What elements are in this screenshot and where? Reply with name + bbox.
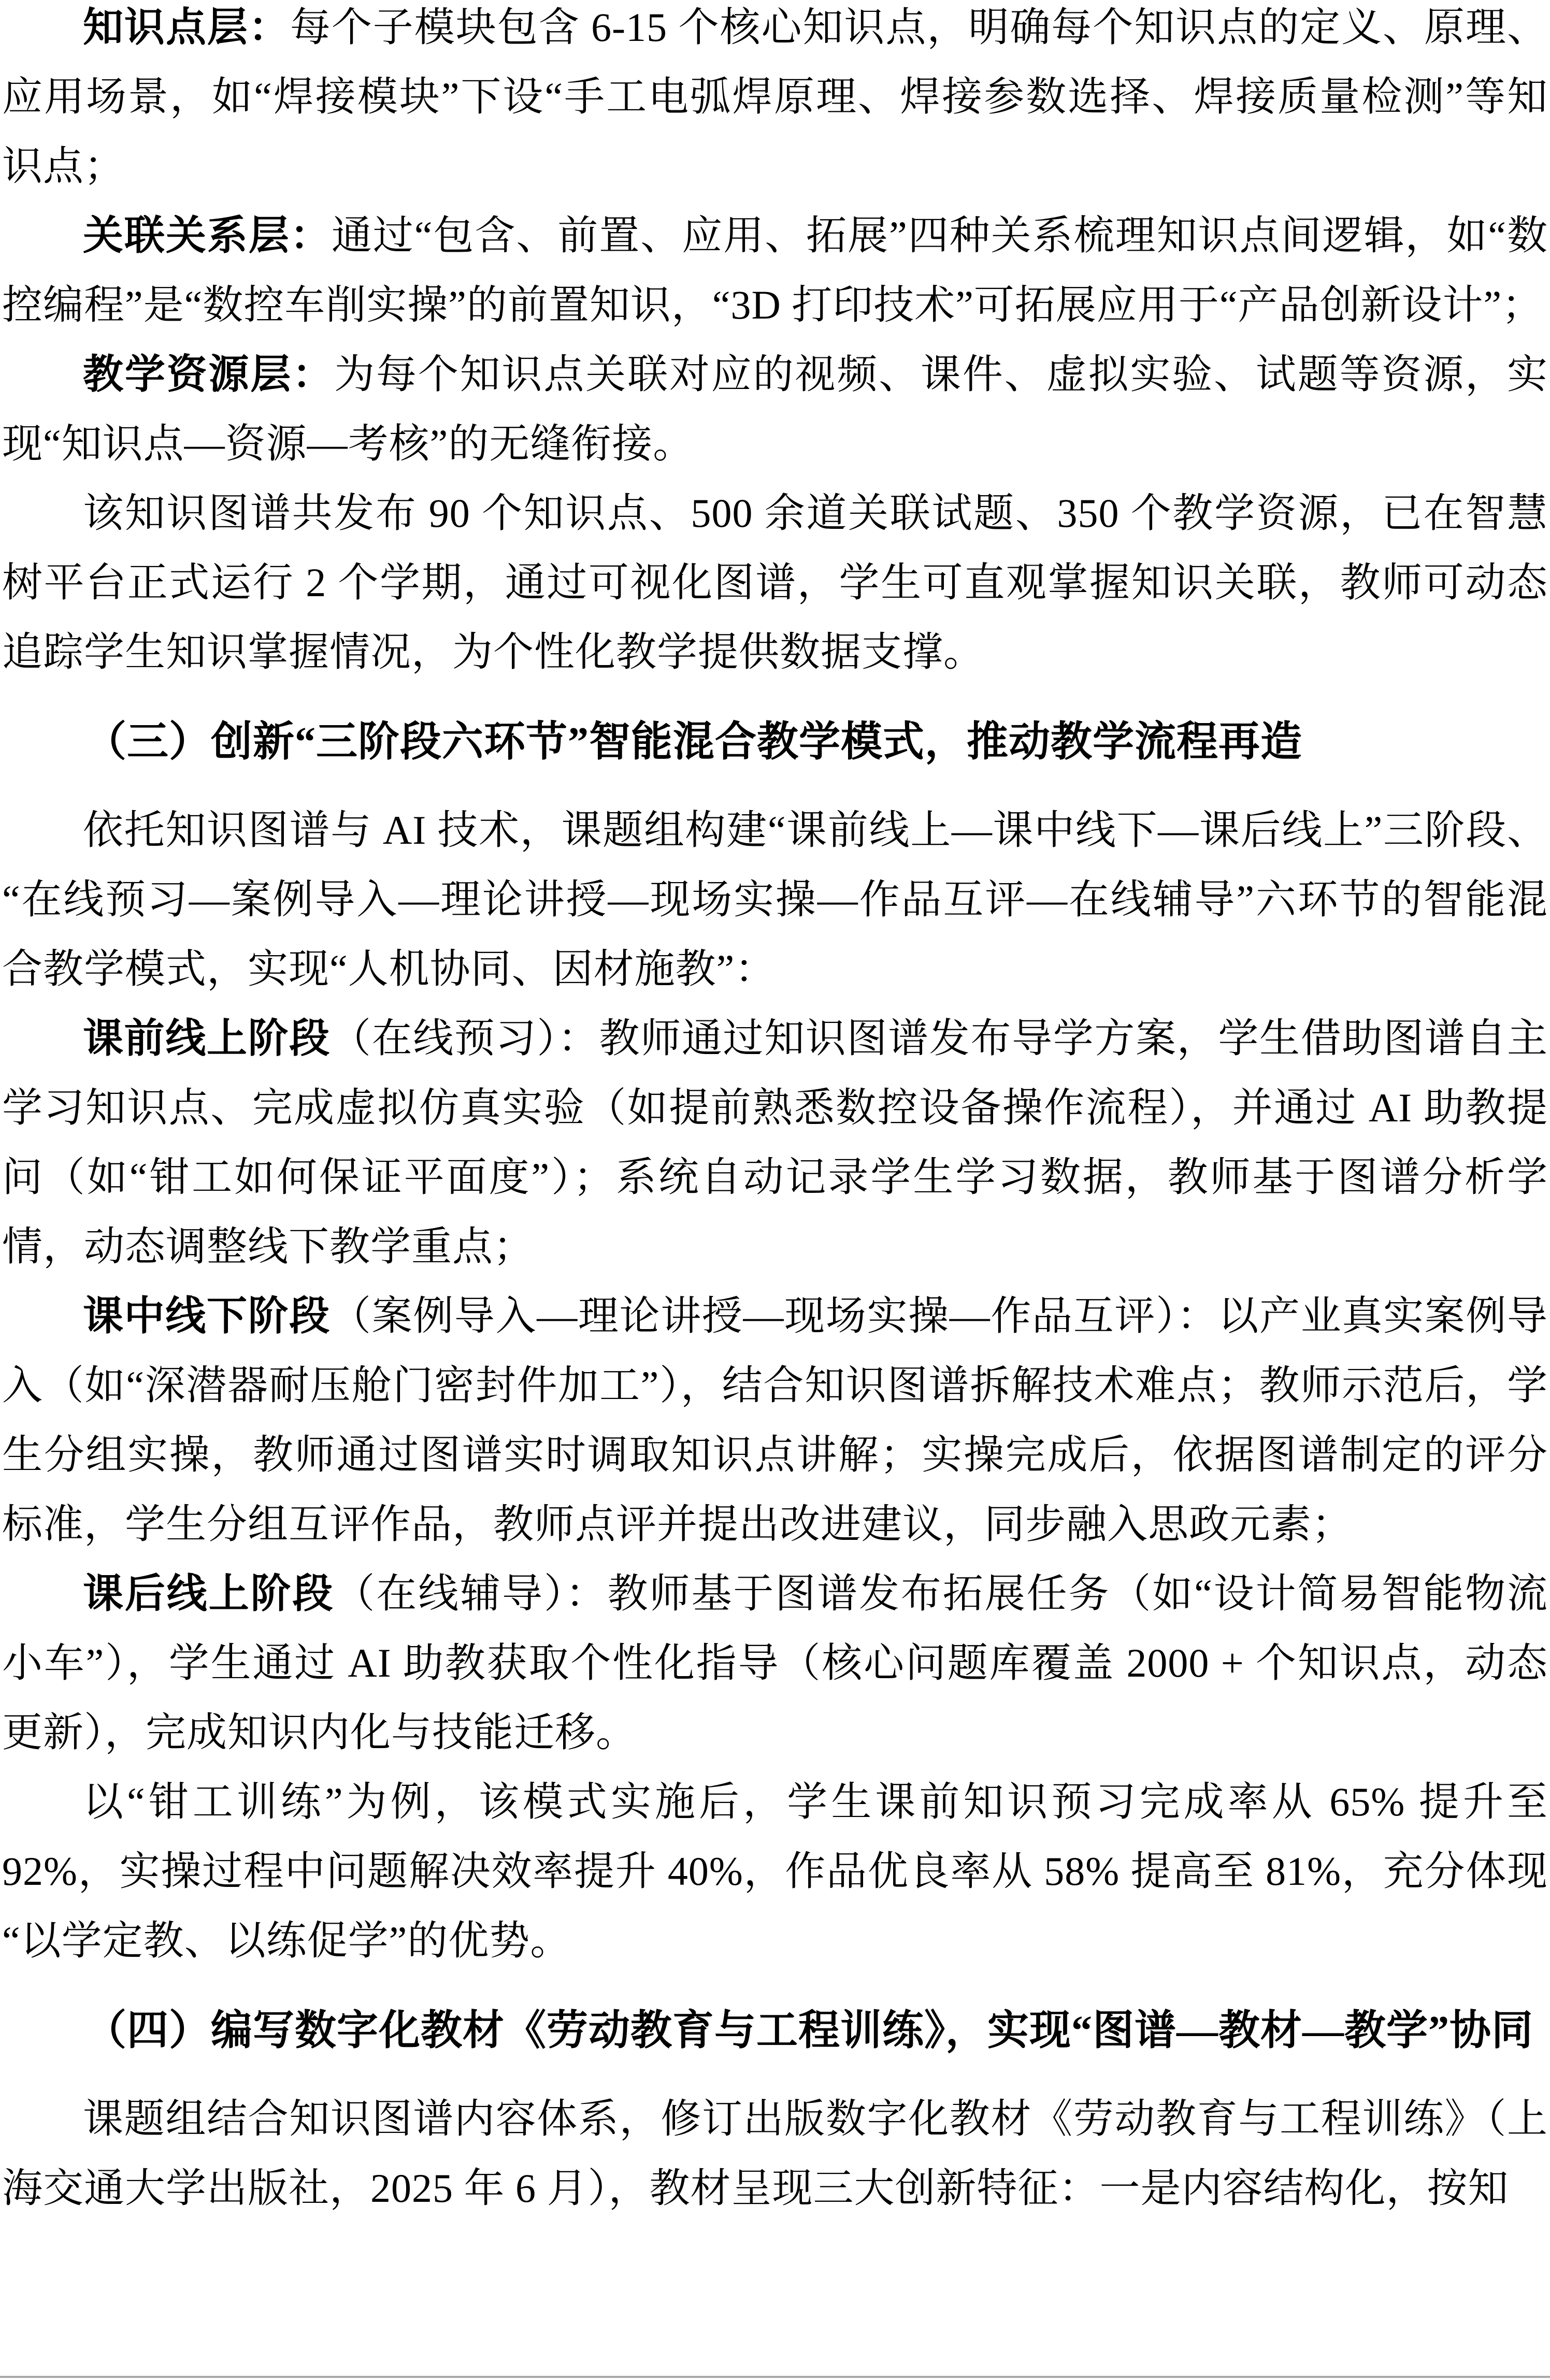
paragraph-text: 以“钳工训练”为例，该模式实施后，学生课前知识预习完成率从 65% 提升至 92%，实操过程中问题解决效率提升 40%，作品优良率从 58% 提高至 81%，充分体现“以学定教、以练促学”的优势。 [2,1779,1548,1963]
page-bottom-edge-line [0,2376,1550,2378]
section-heading: （四）编写数字化教材《劳动教育与工程训练》，实现“图谱—教材—教学”协同 [85,2008,1533,2054]
paragraph-label: 课中线下阶段 [83,1293,331,1338]
body-paragraph [2,796,1548,1004]
paragraph-text: 依托知识图谱与 AI 技术，课题组构建“课前线上—课中线下—课后线上”三阶段、“在线预习—案例导入—理论讲授—现场实操—作品互评—在线辅导”六环节的智能混合教学模式，实现“人机协同、因材施教”： [2,807,1548,991]
body-paragraph [2,2084,1548,2223]
paragraph-text: 通过“包含、前置、应用、拓展”四种关系梳理知识点间逻辑，如“数控编程”是“数控车削实操”的前置知识，“3D 打印技术”可拓展应用于“产品创新设计”； [2,213,1548,327]
paragraph-label: 教学资源层： [83,352,335,397]
paragraph-text: （案例导入—理论讲授—现场实操—作品互评）：以产业真实案例导入（如“深潜器耐压舱门密封件加工”），结合知识图谱拆解技术难点；教师示范后，学生分组实操，教师通过图谱实时调取知识点讲解；实操完成后，依据图谱制定的评分标准，学生分组互评作品，教师点评并提出改进建议，同步融入思政元素； [2,1293,1548,1547]
body-paragraph [2,1004,1548,1281]
paragraph-text: 为每个知识点关联对应的视频、课件、虚拟实验、试题等资源，实现“知识点—资源—考核”的无缝衔接。 [2,352,1548,466]
body-paragraph [2,201,1548,340]
body-paragraph [2,0,1548,201]
section-heading: （三）创新“三阶段六环节”智能混合教学模式，推动教学流程再造 [85,719,1302,765]
paragraph-text: 课题组结合知识图谱内容体系，修订出版数字化教材《劳动教育与工程训练》（上海交通大学出版社，2025 年 6 月），教材呈现三大创新特征：一是内容结构化，按知 [2,2096,1548,2211]
paragraph-text: 该知识图谱共发布 90 个知识点、500 余道关联试题、350 个教学资源，已在智慧树平台正式运行 2 个学期，通过可视化图谱，学生可直观掌握知识关联，教师可动态追踪学生知识掌握情况，为个性化教学提供数据支撑。 [2,491,1548,674]
paragraph-label: 知识点层： [83,5,290,50]
paragraph-text: （在线预习）：教师通过知识图谱发布导学方案，学生借助图谱自主学习知识点、完成虚拟仿真实验（如提前熟悉数控设备操作流程），并通过 AI 助教提问（如“钳工如何保证平面度”）；系统自动记录学生学习数据，教师基于图谱分析学情，动态调整线下教学重点； [2,1016,1548,1269]
paragraph-label: 关联关系层： [83,213,332,258]
body-paragraph [2,479,1548,687]
paragraph-text: （在线辅导）：教师基于图谱发布拓展任务（如“设计简易智能物流小车”），学生通过 AI 助教获取个性化指导（核心问题库覆盖 2000 + 个知识点，动态更新），完成知识内化与技能迁移。 [2,1571,1548,1755]
paragraph-label: 课后线上阶段 [83,1571,335,1616]
paragraph-text: 每个子模块包含 6-15 个核心知识点，明确每个知识点的定义、原理、应用场景，如“焊接模块”下设“手工电弧焊原理、焊接参数选择、焊接质量检测”等知识点； [2,5,1548,189]
body-paragraph [2,1559,1548,1767]
body-paragraph [2,1767,1548,1975]
body-paragraph [2,1281,1548,1559]
body-paragraph [2,340,1548,479]
paragraph-label: 课前线上阶段 [83,1016,331,1061]
